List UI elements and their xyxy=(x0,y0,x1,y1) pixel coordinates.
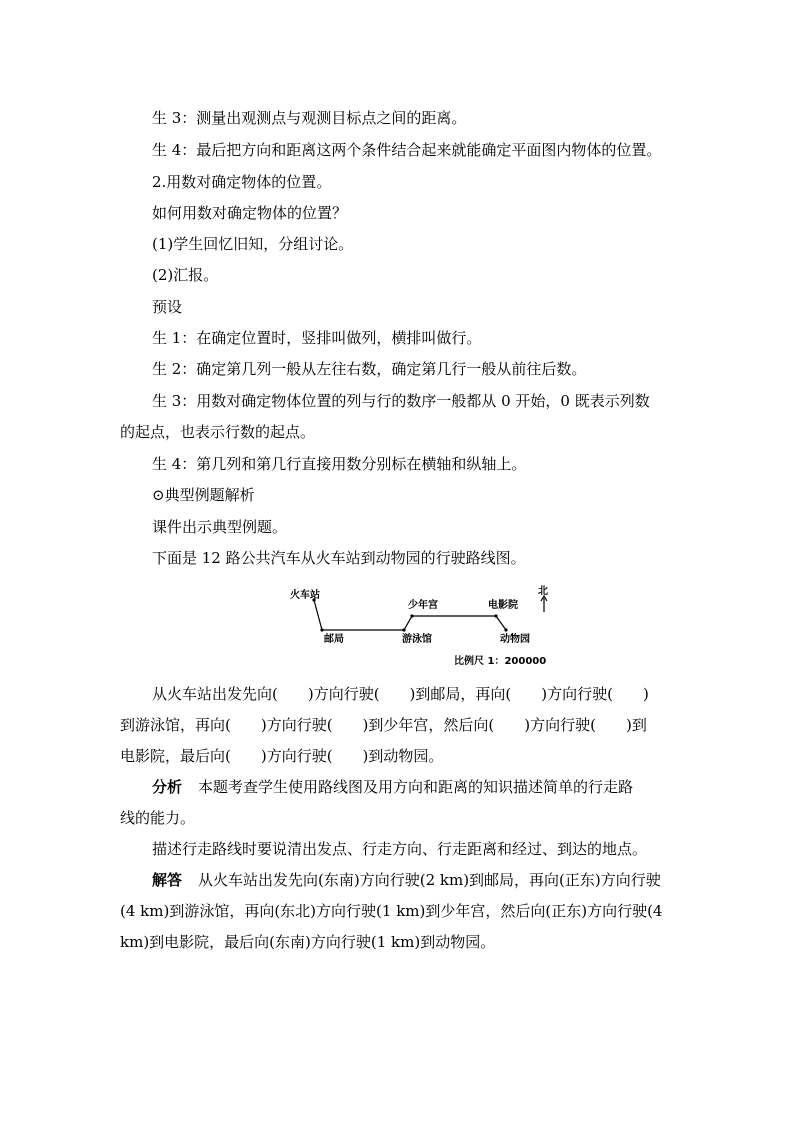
label-train-station: 火车站 xyxy=(290,590,320,601)
stop-dot xyxy=(504,628,507,631)
section-heading: ⊙典型例题解析 xyxy=(152,486,255,504)
question-line: 电影院，最后向( )方向行驶( )到动物园。 xyxy=(120,747,444,765)
label-swimming-hall: 游泳馆 xyxy=(402,634,432,645)
text-line: 生 4：第几列和第几行直接用数分别标在横轴和纵轴上。 xyxy=(152,455,527,473)
analysis-label: 分析 xyxy=(152,778,183,796)
text-line: 生 3：用数对确定物体位置的列与行的数序一般都从 0 开始，0 既表示列数 xyxy=(152,392,650,410)
text-line: 的起点，也表示行数的起点。 xyxy=(120,423,316,441)
analysis-line xyxy=(152,777,633,797)
question-line: 从火车站出发先向( )方向行驶( )到邮局，再向( )方向行驶( ) xyxy=(152,685,649,703)
scale-label: 比例尺 1：200000 xyxy=(454,656,547,667)
solution-label: 解答 xyxy=(152,871,183,889)
text-line: 如何用数对确定物体的位置？ xyxy=(152,204,348,222)
text-line: 下面是 12 路公共汽车从火车站到动物园的行驶路线图。 xyxy=(152,549,526,567)
stop-dot xyxy=(402,628,405,631)
stop-dot xyxy=(410,614,413,617)
route-map xyxy=(284,580,574,672)
text-line: (1)学生回忆旧知，分组讨论。 xyxy=(152,235,354,253)
text-line: (2)汇报。 xyxy=(152,266,219,284)
question-line: 到游泳馆，再向( )方向行驶( )到少年宫，然后向( )方向行驶( )到 xyxy=(120,716,647,734)
label-post-office: 邮局 xyxy=(324,634,344,645)
label-cinema: 电影院 xyxy=(488,600,518,611)
label-zoo: 动物园 xyxy=(500,634,530,645)
text-line: 预设 xyxy=(152,298,183,316)
text-line: 生 3：测量出观测点与观测目标点之间的距离。 xyxy=(152,109,467,127)
analysis-text: 本题考查学生使用路线图及用方向和距离的知识描述简单的行走路 xyxy=(198,778,634,796)
stop-dot xyxy=(494,614,497,617)
analysis-line: 描述行走路线时要说清出发点、行走方向、行走距离和经过、到达的地点。 xyxy=(152,840,648,858)
solution-line: km)到电影院，最后向(东南)方向行驶(1 km)到动物园。 xyxy=(120,933,496,951)
text-line: 课件出示典型例题。 xyxy=(152,518,288,536)
solution-line xyxy=(152,870,661,890)
stop-dot xyxy=(320,628,323,631)
north-label: 北 xyxy=(538,586,548,597)
analysis-line: 线的能力。 xyxy=(120,809,196,827)
text-line: 生 2：确定第几列一般从左往右数，确定第几行一般从前往后数。 xyxy=(152,360,587,378)
section-heading: 2.用数对确定物体的位置。 xyxy=(152,173,332,191)
solution-line: (4 km)到游泳馆，再向(东北)方向行驶(1 km)到少年宫，然后向(正东)方向行驶(4 xyxy=(120,902,663,920)
solution-text: 从火车站出发先向(东南)方向行驶(2 km)到邮局，再向(正东)方向行驶 xyxy=(198,871,661,889)
text-line: 生 1：在确定位置时，竖排叫做列，横排叫做行。 xyxy=(152,329,482,347)
label-youth-palace: 少年宫 xyxy=(408,600,438,611)
text-line: 生 4：最后把方向和距离这两个条件结合起来就能确定平面图内物体的位置。 xyxy=(152,141,662,159)
